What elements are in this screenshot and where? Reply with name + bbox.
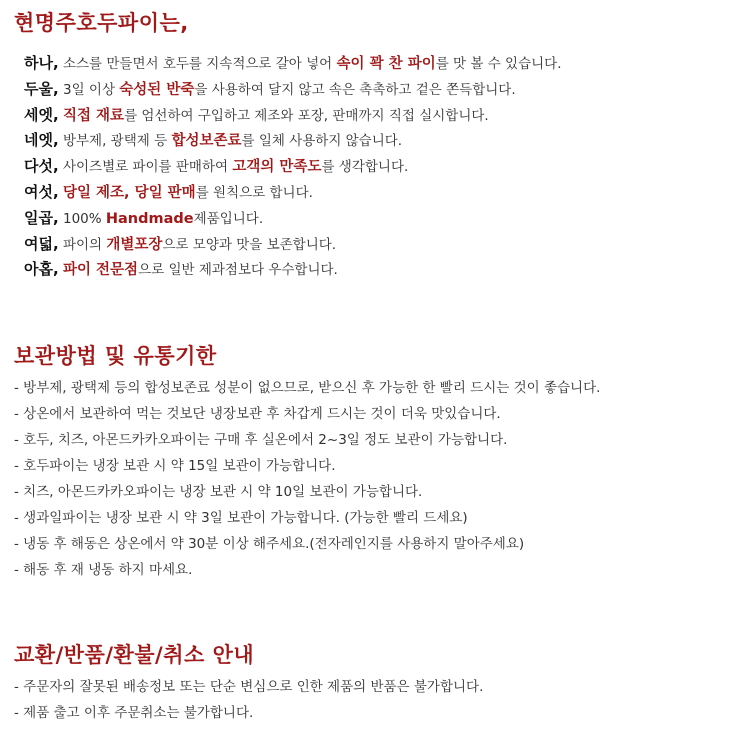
intro-item [24,234,336,255]
storage-item: - 호두파이는 냉장 보관 시 약 15일 보관이 가능합니다. [14,458,336,474]
intro-item [24,105,489,126]
intro-item-text: 소스를 만들면서 호두를 지속적으로 갈아 넣어 [58,56,337,72]
intro-item-highlight: 파이 전문점 [62,262,139,279]
intro-item-text: 제품입니다. [193,210,264,227]
intro-item-text: 를 엄선하여 구입하고 제조와 포장, 판매까지 직접 실시합니다. [124,107,489,124]
intro-item-text: 를 맛 볼 수 있습니다. [435,56,562,72]
intro-item-text: 사이즈별로 파이를 판매하여 [58,159,233,176]
intro-item-highlight: 합성보존료 [171,133,242,150]
intro-item-prefix: 세엣, [24,105,59,124]
intro-item-prefix: 다섯, [24,157,59,176]
intro-item-prefix: 아홉, [24,260,59,279]
intro-heading: 현명주호두파이는, [14,11,189,35]
intro-item-text: 으로 일반 제과점보다 우수합니다. [138,262,338,279]
intro-item-text: 를 생각합니다. [321,159,409,176]
storage-heading: 보관방법 및 유통기한 [14,344,217,368]
storage-item: - 치즈, 아몬드카카오파이는 냉장 보관 시 약 10일 보관이 가능합니다. [14,484,423,500]
intro-item-highlight: 개별포장 [106,236,163,253]
storage-item: - 생과일파이는 냉장 보관 시 약 3일 보관이 가능합니다. (가능한 빨리 드세요) [14,510,468,526]
intro-item-prefix: 하나, [24,54,59,72]
intro-item [24,259,338,280]
intro-item-text: 3일 이상 [58,81,120,98]
intro-item [24,182,313,203]
intro-item-highlight: Handmade [105,210,194,227]
intro-item-text: 파이의 [58,236,107,253]
intro-item-prefix: 여덟, [24,234,59,253]
intro-item-text: 를 원칙으로 합니다. [195,185,313,201]
intro-item [24,53,562,74]
intro-item-highlight: 숙성된 반죽 [119,81,195,98]
storage-item: - 방부제, 광택제 등의 합성보존료 성분이 없으므로, 받으신 후 가능한 한 빨리 드시는 것이 좋습니다. [14,380,601,396]
intro-item-text: 를 일체 사용하지 않습니다. [241,133,403,150]
intro-item-highlight: 당일 제조, 당일 판매 [62,185,196,201]
intro-item-text: 을 사용하여 달지 않고 속은 촉촉하고 겉은 쫀득합니다. [194,81,516,98]
intro-item [24,208,263,229]
intro-item-prefix: 두울, [24,79,59,98]
storage-item: - 냉동 후 해동은 상온에서 약 30분 이상 해주세요.(전자레인지를 사용하지 말아주세요) [14,536,525,552]
intro-item-text: 으로 모양과 맛을 보존합니다. [162,236,337,253]
returns-item: - 제품 출고 이후 주문취소는 불가합니다. [14,705,254,721]
returns-item: - 주문자의 잘못된 배송정보 또는 단순 변심으로 인한 제품의 반품은 불가합니다. [14,679,484,695]
intro-item-highlight: 직접 재료 [62,107,125,124]
intro-item-text: 100% [58,210,106,227]
intro-item-prefix: 일곱, [24,208,59,227]
intro-item [24,130,402,151]
returns-heading: 교환/반품/환불/취소 안내 [14,643,255,667]
intro-item-highlight: 속이 꽉 찬 파이 [336,56,436,72]
intro-item-text: 방부제, 광택제 등 [58,133,172,150]
intro-item-prefix: 네엣, [24,131,59,150]
intro-item-highlight: 고객의 만족도 [232,159,322,176]
storage-item: - 상온에서 보관하여 먹는 것보단 냉장보관 후 차갑게 드시는 것이 더욱 맛있습니다. [14,406,501,422]
storage-item: - 호두, 치즈, 아몬드카카오파이는 구매 후 실온에서 2~3일 정도 보관이 가능합니다. [14,432,508,448]
intro-item-prefix: 여섯, [24,183,59,201]
intro-item [24,156,408,177]
storage-item: - 해동 후 재 냉동 하지 마세요. [14,562,193,578]
intro-item [24,79,516,100]
